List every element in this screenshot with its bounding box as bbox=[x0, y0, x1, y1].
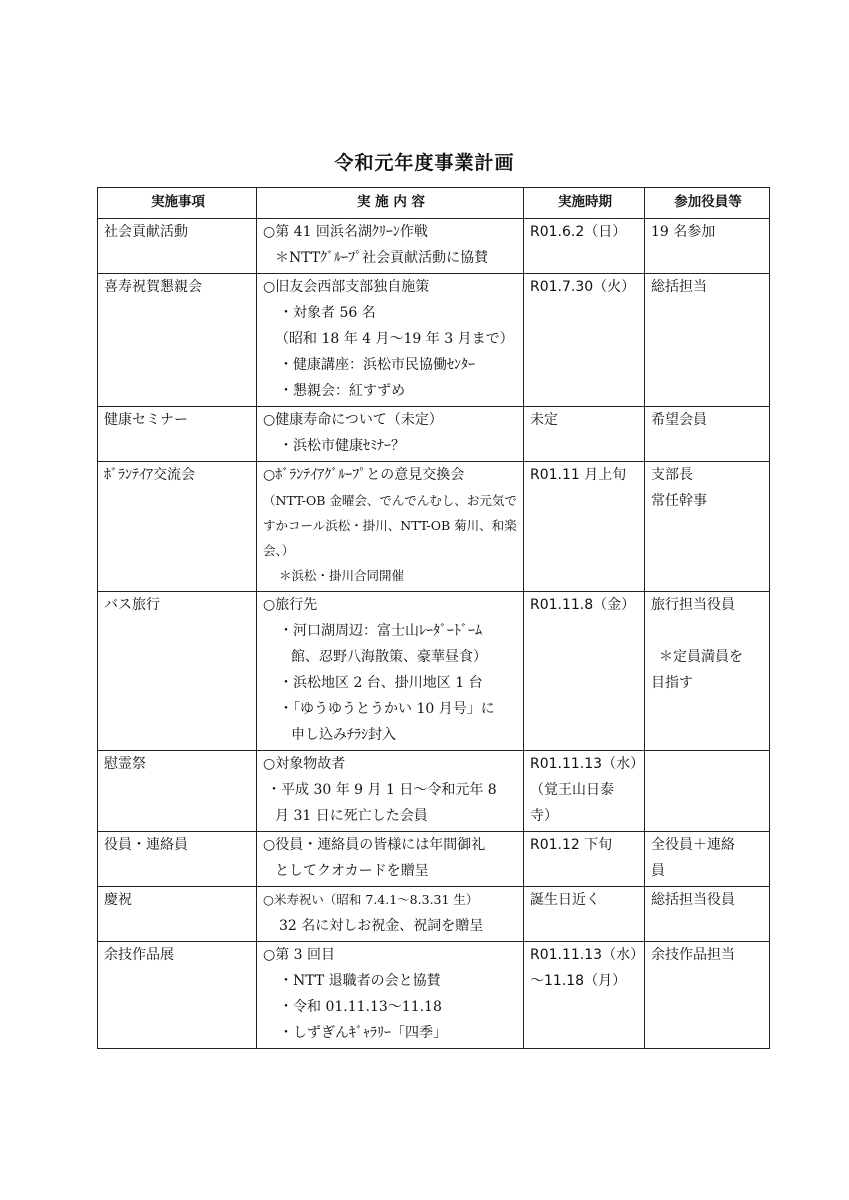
period-line: R01.12 下旬 bbox=[530, 837, 613, 853]
row-content bbox=[257, 219, 524, 274]
page-title: 令和元年度事業計画 bbox=[334, 152, 515, 174]
row-item: ﾎﾞﾗﾝﾃｲｱ交流会 bbox=[98, 462, 257, 592]
table-row bbox=[98, 832, 770, 887]
period-line: 未定 bbox=[530, 412, 558, 428]
row-content bbox=[257, 942, 524, 1049]
row-members bbox=[645, 942, 770, 1049]
header-item: 実施事項 bbox=[98, 188, 257, 219]
row-members bbox=[645, 751, 770, 832]
content-line: ・懇親会：紅すずめ bbox=[279, 383, 406, 399]
table-row bbox=[98, 887, 770, 942]
period-line: （覚王山日泰 bbox=[530, 782, 614, 798]
members-line: 希望会員 bbox=[651, 412, 707, 428]
content-line: ・令和 01.11.13～11.18 bbox=[279, 999, 442, 1015]
row-item: 社会貢献活動 bbox=[98, 219, 257, 274]
row-period bbox=[524, 887, 645, 942]
period-line: 寺） bbox=[530, 808, 558, 824]
table-row bbox=[98, 751, 770, 832]
row-item: 喜寿祝賀懇親会 bbox=[98, 274, 257, 407]
row-members bbox=[645, 592, 770, 751]
content-line: ○第 3 回目 bbox=[263, 947, 336, 963]
content-line: としてクオカードを贈呈 bbox=[275, 863, 429, 879]
period-line: R01.11.13（水） bbox=[530, 947, 645, 963]
members-line: 常任幹事 bbox=[651, 493, 707, 509]
table-header-row bbox=[98, 188, 770, 219]
content-line: 32 名に対しお祝金、祝詞を贈呈 bbox=[279, 918, 484, 934]
members-line: 旅行担当役員 bbox=[651, 597, 735, 613]
period-line: R01.11 月上旬 bbox=[530, 467, 627, 483]
row-period bbox=[524, 832, 645, 887]
plan-table bbox=[97, 187, 770, 1049]
period-line: 誕生日近く bbox=[530, 892, 600, 908]
row-content bbox=[257, 887, 524, 942]
row-content bbox=[257, 462, 524, 592]
row-item: バス旅行 bbox=[98, 592, 257, 751]
content-line: ・河口湖周辺：富士山ﾚｰﾀﾞｰﾄﾞｰﾑ bbox=[279, 623, 482, 639]
content-line: ○旧友会西部支部独自施策 bbox=[263, 279, 430, 295]
members-line: 総括担当 bbox=[651, 279, 707, 295]
content-line: ○対象物故者 bbox=[263, 756, 346, 772]
content-line: ○ﾎﾞﾗﾝﾃｲｱｸﾞﾙｰﾌﾟとの意見交換会 bbox=[263, 467, 465, 483]
content-line: ・平成 30 年 9 月 1 日～令和元年 8 bbox=[267, 782, 497, 798]
row-period bbox=[524, 274, 645, 407]
content-line: ○第 41 回浜名湖ｸﾘｰﾝ作戦 bbox=[263, 224, 428, 240]
members-line: 19 名参加 bbox=[651, 224, 716, 240]
content-line: ○米寿祝い（昭和 7.4.1～8.3.31 生） bbox=[263, 892, 479, 907]
period-line: R01.6.2（日） bbox=[530, 224, 627, 240]
row-members bbox=[645, 462, 770, 592]
table-row bbox=[98, 407, 770, 462]
period-line: R01.7.30（火） bbox=[530, 279, 636, 295]
row-period bbox=[524, 942, 645, 1049]
table-row bbox=[98, 219, 770, 274]
content-line: 館、忍野八海散策、豪華昼食） bbox=[291, 649, 487, 665]
period-line: R01.11.8（金） bbox=[530, 597, 636, 613]
row-members bbox=[645, 832, 770, 887]
row-item: 慰霊祭 bbox=[98, 751, 257, 832]
row-period bbox=[524, 462, 645, 592]
members-line: 余技作品担当 bbox=[651, 947, 735, 963]
members-line: ＊定員満員を bbox=[659, 649, 743, 665]
content-line: ○健康寿命について（未定） bbox=[263, 412, 443, 428]
content-line: 月 31 日に死亡した会員 bbox=[275, 808, 428, 824]
row-period bbox=[524, 219, 645, 274]
content-line: ・浜松市健康ｾﾐﾅｰ？ bbox=[279, 438, 405, 454]
row-period bbox=[524, 751, 645, 832]
row-content bbox=[257, 274, 524, 407]
members-line: 員 bbox=[651, 863, 665, 879]
row-members bbox=[645, 274, 770, 407]
row-content bbox=[257, 751, 524, 832]
content-line: ○旅行先 bbox=[263, 597, 318, 613]
row-period bbox=[524, 407, 645, 462]
row-period bbox=[524, 592, 645, 751]
header-members: 参加役員等 bbox=[645, 188, 770, 219]
content-line: （NTT-OB 金曜会、でんでんむし、お元気ですかコール浜松・掛川、NTT-OB 菊川、和楽会、） bbox=[263, 493, 517, 558]
members-line: 目指す bbox=[651, 675, 693, 691]
members-line: 支部長 bbox=[651, 467, 693, 483]
table-row bbox=[98, 592, 770, 751]
row-item: 役員・連絡員 bbox=[98, 832, 257, 887]
content-line: ＊NTTｸﾞﾙｰﾌﾟ社会貢献活動に協賛 bbox=[275, 250, 489, 266]
members-line: 総括担当役員 bbox=[651, 892, 735, 908]
members-line bbox=[651, 618, 765, 644]
content-line: ・健康講座：浜松市民協働ｾﾝﾀｰ bbox=[279, 357, 475, 373]
row-members bbox=[645, 887, 770, 942]
row-content bbox=[257, 407, 524, 462]
content-line: （昭和 18 年 4 月～19 年 3 月まで） bbox=[275, 331, 514, 347]
content-line: ＊浜松・掛川合同開催 bbox=[279, 568, 405, 583]
content-line: ・浜松地区 2 台、掛川地区 1 台 bbox=[279, 675, 483, 691]
content-line: ・対象者 56 名 bbox=[279, 305, 376, 321]
row-members bbox=[645, 407, 770, 462]
period-line: R01.11.13（水） bbox=[530, 756, 645, 772]
row-item: 健康セミナー bbox=[98, 407, 257, 462]
header-period: 実施時期 bbox=[524, 188, 645, 219]
header-content: 実 施 内 容 bbox=[257, 188, 524, 219]
row-content bbox=[257, 832, 524, 887]
row-members bbox=[645, 219, 770, 274]
content-line: ・しずぎんｷﾞｬﾗﾘｰ「四季」 bbox=[279, 1025, 447, 1041]
row-item: 余技作品展 bbox=[98, 942, 257, 1049]
table-row bbox=[98, 942, 770, 1049]
content-line: ・NTT 退職者の会と協賛 bbox=[279, 973, 441, 989]
row-content bbox=[257, 592, 524, 751]
period-line: ～11.18（月） bbox=[530, 973, 627, 989]
table-row bbox=[98, 274, 770, 407]
content-line: ○役員・連絡員の皆様には年間御礼 bbox=[263, 837, 486, 853]
content-line: 申し込みﾁﾗｼ封入 bbox=[291, 727, 396, 743]
members-line: 全役員＋連絡 bbox=[651, 837, 735, 853]
table-row bbox=[98, 462, 770, 592]
row-item: 慶祝 bbox=[98, 887, 257, 942]
content-line: ・「ゆうゆうとうかい 10 月号」に bbox=[279, 701, 495, 717]
